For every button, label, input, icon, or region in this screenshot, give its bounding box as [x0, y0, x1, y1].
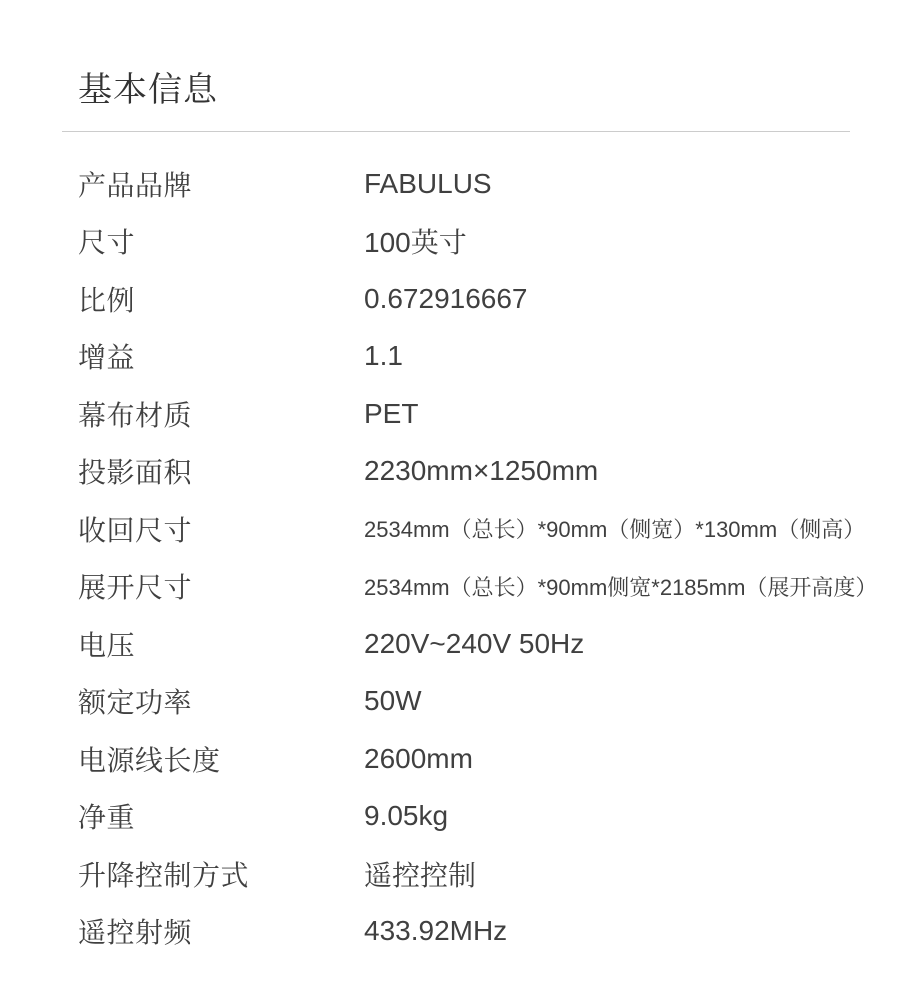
spec-row-value: 2534mm（总长）*90mm侧宽*2185mm（展开高度） [364, 574, 878, 600]
spec-row-label: 增益 [78, 342, 136, 374]
spec-row [62, 155, 850, 213]
spec-row-value: FABULUS [364, 167, 492, 199]
spec-row-value: 1.1 [364, 340, 403, 372]
spec-row [62, 270, 850, 328]
spec-row-label: 电源线长度 [78, 744, 221, 776]
spec-row-value: 433.92MHz [364, 915, 508, 947]
spec-row [62, 385, 850, 443]
spec-row [62, 615, 850, 673]
spec-row-value: 0.672916667 [364, 282, 528, 314]
spec-row-label: 展开尺寸 [78, 572, 193, 604]
spec-row [62, 787, 850, 845]
spec-row [62, 845, 850, 903]
spec-row-label: 幕布材质 [78, 399, 193, 431]
spec-row-value: PET [364, 397, 419, 429]
spec-row-label: 升降控制方式 [78, 859, 250, 891]
spec-row [62, 500, 866, 558]
spec-row-label: 尺寸 [78, 227, 136, 259]
spec-row [62, 557, 878, 615]
section-divider [62, 131, 850, 132]
spec-row [62, 327, 850, 385]
spec-row-value: 50W [364, 685, 422, 717]
spec-row [62, 672, 850, 730]
spec-row-value: 2600mm [364, 742, 473, 774]
spec-row-value: 100英寸 [364, 227, 467, 259]
spec-row-label: 遥控射频 [78, 917, 193, 949]
spec-row [62, 212, 850, 270]
spec-row-label: 额定功率 [78, 687, 193, 719]
section-title: 基本信息 [78, 71, 218, 109]
spec-row-value: 9.05kg [364, 800, 449, 832]
spec-row-value: 2230mm×1250mm [364, 455, 599, 487]
spec-row [62, 730, 850, 788]
spec-row-value: 遥控控制 [364, 859, 477, 891]
spec-row-value: 220V~240V 50Hz [364, 627, 585, 659]
spec-row-label: 净重 [78, 802, 136, 834]
basic-info-section [62, 0, 878, 960]
spec-row [62, 442, 850, 500]
spec-row-label: 产品品牌 [78, 169, 193, 201]
spec-row-label: 收回尺寸 [78, 514, 193, 546]
spec-rows [62, 155, 878, 960]
spec-row-label: 电压 [78, 629, 136, 661]
spec-row [62, 902, 850, 960]
spec-row-label: 投影面积 [78, 457, 193, 489]
spec-row-value: 2534mm（总长）*90mm（侧宽）*130mm（侧高） [364, 517, 866, 543]
spec-row-label: 比例 [78, 284, 136, 316]
